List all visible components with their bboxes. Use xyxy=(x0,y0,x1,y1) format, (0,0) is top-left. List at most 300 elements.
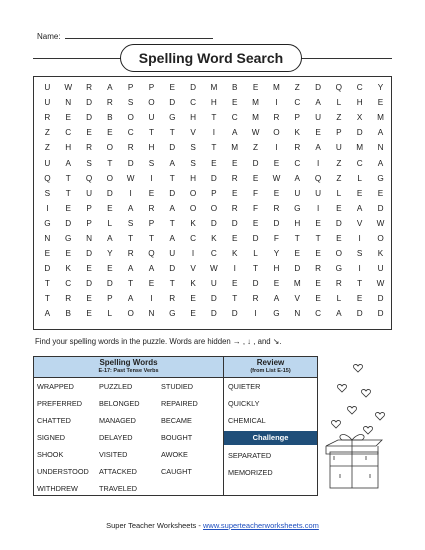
grid-letter: D xyxy=(273,218,280,228)
grid-letter: I xyxy=(358,264,361,274)
grid-letter: C xyxy=(356,83,363,93)
grid-letter: E xyxy=(336,233,342,243)
grid-letter: D xyxy=(252,158,259,168)
grid-letter: A xyxy=(127,294,134,304)
grid-letter: M xyxy=(210,83,218,93)
grid-letter: Z xyxy=(253,143,259,153)
grid-letter: S xyxy=(190,143,196,153)
grid-letter: I xyxy=(212,128,216,138)
grid-letter: C xyxy=(294,158,301,168)
spelling-word: CHATTED xyxy=(37,416,71,425)
grid-letter: D xyxy=(169,143,176,153)
grid-letter: Q xyxy=(44,173,51,183)
heart-icon xyxy=(353,365,362,372)
grid-letter: M xyxy=(273,83,280,93)
grid-letter: Z xyxy=(294,83,300,93)
grid-letter: E xyxy=(315,279,321,289)
spelling-word: PREFERRED xyxy=(37,399,83,408)
grid-letter: L xyxy=(357,173,362,183)
grid-row xyxy=(37,306,391,321)
grid-letter: C xyxy=(356,158,363,168)
spelling-word: REPAIRED xyxy=(161,399,198,408)
grid-letter: V xyxy=(294,294,301,304)
grid-letter: L xyxy=(253,249,258,259)
grid-letter: D xyxy=(377,309,384,319)
grid-letter: R xyxy=(252,294,259,304)
spelling-words-column xyxy=(99,378,161,497)
grid-letter: T xyxy=(169,218,175,228)
grid-letter: N xyxy=(44,233,51,243)
grid-letter: T xyxy=(128,279,134,289)
grid-row xyxy=(37,261,391,276)
grid-letter: I xyxy=(254,309,257,319)
grid-letter: I xyxy=(150,173,153,183)
grid-letter: U xyxy=(86,188,92,198)
grid-letter: P xyxy=(127,83,134,93)
grid-letter: C xyxy=(190,98,196,108)
heart-icon xyxy=(331,421,340,428)
grid-letter: E xyxy=(107,128,113,138)
grid-letter: W xyxy=(210,264,218,274)
grid-letter: I xyxy=(275,98,278,108)
grid-letter: E xyxy=(315,249,321,259)
grid-letter: R xyxy=(65,294,72,304)
grid-letter: S xyxy=(190,158,196,168)
grid-letter: H xyxy=(190,113,196,123)
grid-letter: N xyxy=(86,233,92,243)
spelling-word: UNDERSTOOD xyxy=(37,467,89,476)
spelling-word: BELONGED xyxy=(99,399,140,408)
spelling-word: STUDIED xyxy=(161,382,194,391)
grid-letter: D xyxy=(106,279,113,289)
grid-letter: A xyxy=(377,158,384,168)
spelling-words-header xyxy=(34,357,223,378)
word-item: SEPARATED xyxy=(228,451,272,460)
grid-letter: R xyxy=(335,279,342,289)
grid-letter: D xyxy=(210,218,217,228)
grid-letter: O xyxy=(210,203,218,213)
grid-letter: E xyxy=(252,218,259,228)
grid-letter: U xyxy=(44,83,51,93)
grid-letter: E xyxy=(356,188,363,198)
grid-row xyxy=(37,291,391,306)
heart-icon xyxy=(361,390,370,397)
grid-letter: R xyxy=(231,173,238,183)
grid-letter: D xyxy=(86,279,92,289)
word-item: QUICKLY xyxy=(228,399,260,408)
grid-letter: T xyxy=(128,233,134,243)
grid-row xyxy=(37,80,391,95)
grid-letter: S xyxy=(86,158,92,168)
grid-letter: D xyxy=(356,128,363,138)
grid-letter: T xyxy=(107,158,113,168)
grid-letter: T xyxy=(253,264,259,274)
gift-hearts-illustration xyxy=(322,356,394,496)
grid-letter: L xyxy=(336,188,342,198)
grid-letter: D xyxy=(335,218,342,228)
grid-letter: E xyxy=(273,279,280,289)
grid-letter: R xyxy=(86,83,92,93)
page-title: Spelling Word Search xyxy=(120,44,302,72)
grid-letter: T xyxy=(65,173,71,183)
review-list xyxy=(224,378,317,429)
grid-letter: H xyxy=(356,98,363,108)
grid-letter: R xyxy=(127,143,134,153)
grid-letter: I xyxy=(275,143,278,153)
grid-letter: D xyxy=(210,173,217,183)
grid-letter: U xyxy=(44,158,51,168)
grid-letter: H xyxy=(148,143,155,153)
grid-letter: G xyxy=(44,218,51,228)
grid-letter: E xyxy=(231,158,238,168)
grid-letter: D xyxy=(190,83,196,93)
grid-letter: D xyxy=(231,218,238,228)
grid-letter: A xyxy=(169,233,175,243)
spelling-word: SIGNED xyxy=(37,433,65,442)
grid-letter: T xyxy=(211,113,217,123)
grid-letter: Q xyxy=(148,249,155,259)
grid-letter: E xyxy=(86,264,92,274)
grid-row xyxy=(37,125,391,140)
grid-letter: D xyxy=(44,264,51,274)
grid-letter: E xyxy=(315,128,321,138)
grid-letter: W xyxy=(64,83,73,93)
grid-letter: E xyxy=(377,98,384,108)
grid-letter: D xyxy=(169,98,176,108)
grid-letter: M xyxy=(377,113,384,123)
grid-letter: H xyxy=(294,218,301,228)
grid-letter: R xyxy=(273,113,280,123)
grid-letter: K xyxy=(190,218,196,228)
review-subtitle: (from List E-15) xyxy=(250,368,291,374)
grid-letter: E xyxy=(252,173,259,183)
grid-letter: A xyxy=(107,233,113,243)
grid-letter: A xyxy=(127,264,134,274)
challenge-title: Challenge xyxy=(224,431,317,445)
grid-letter: R xyxy=(315,264,322,274)
grid-letter: T xyxy=(65,188,71,198)
grid-letter: R xyxy=(106,98,113,108)
grid-letter: C xyxy=(231,113,238,123)
spelling-words-subtitle: E-17: Past Tense Verbs xyxy=(98,368,159,374)
grid-letter: E xyxy=(190,309,196,319)
grid-letter: R xyxy=(169,294,176,304)
grid-letter: N xyxy=(148,309,155,319)
grid-letter: E xyxy=(231,98,238,108)
grid-letter: K xyxy=(190,279,196,289)
grid-letter: U xyxy=(315,113,322,123)
grid-letter: Q xyxy=(335,83,343,93)
grid-letter: S xyxy=(356,249,363,259)
name-label: Name: xyxy=(37,32,61,41)
grid-letter: D xyxy=(169,188,176,198)
grid-letter: I xyxy=(150,294,153,304)
grid-letter: A xyxy=(315,98,321,108)
grid-letter: D xyxy=(252,233,259,243)
name-line[interactable] xyxy=(65,30,213,39)
grid-letter: C xyxy=(294,98,301,108)
grid-letter: E xyxy=(44,249,51,259)
grid-letter: D xyxy=(356,309,363,319)
grid-letter: E xyxy=(231,233,238,243)
grid-letter: F xyxy=(253,203,259,213)
grid-letter: T xyxy=(211,143,217,153)
grid-letter: P xyxy=(148,83,155,93)
grid-letter: A xyxy=(65,158,71,168)
grid-letter: O xyxy=(189,188,197,198)
grid-letter: O xyxy=(189,203,197,213)
grid-letter: W xyxy=(251,128,260,138)
spelling-word: VISITED xyxy=(99,450,128,459)
review-box xyxy=(224,356,318,496)
grid-letter: T xyxy=(232,294,238,304)
grid-letter: A xyxy=(273,294,280,304)
grid-letter: T xyxy=(148,233,154,243)
spelling-words-column xyxy=(161,378,223,497)
grid-letter: D xyxy=(210,309,217,319)
grid-letter: O xyxy=(335,249,343,259)
grid-letter: I xyxy=(129,188,132,198)
grid-letter: M xyxy=(356,143,364,153)
grid-letter: I xyxy=(316,203,320,213)
grid-letter: M xyxy=(252,113,259,123)
grid-letter: G xyxy=(377,173,384,183)
grid-letter: E xyxy=(107,264,113,274)
grid-letter: A xyxy=(377,128,384,138)
grid-letter: F xyxy=(273,233,279,243)
heart-icon xyxy=(347,407,356,414)
grid-letter: R xyxy=(86,143,92,153)
grid-letter: K xyxy=(211,233,217,243)
grid-letter: D xyxy=(294,264,301,274)
grid-letter: E xyxy=(65,203,71,213)
grid-letter: S xyxy=(148,158,155,168)
grid-letter: D xyxy=(86,113,92,123)
grid-letter: X xyxy=(356,113,363,123)
grid-letter: T xyxy=(44,279,50,289)
grid-letter: T xyxy=(169,279,175,289)
grid-letter: M xyxy=(252,98,259,108)
spelling-word: WITHDREW xyxy=(37,484,78,493)
grid-letter: D xyxy=(377,294,384,304)
grid-letter: Z xyxy=(336,173,342,183)
grid-letter: O xyxy=(273,128,280,138)
heart-icon xyxy=(375,413,384,420)
grid-letter: D xyxy=(377,203,384,213)
grid-letter: T xyxy=(169,173,175,183)
grid-letter: I xyxy=(191,249,195,259)
grid-letter: S xyxy=(127,98,134,108)
grid-letter: M xyxy=(293,279,301,289)
grid-letter: W xyxy=(126,173,135,183)
grid-letter: U xyxy=(315,188,322,198)
grid-letter: O xyxy=(106,173,114,183)
grid-letter: K xyxy=(294,128,301,138)
grid-letter: E xyxy=(65,113,71,123)
grid-letter: R xyxy=(127,249,134,259)
grid-letter: V xyxy=(190,128,196,138)
grid-letter: P xyxy=(107,294,113,304)
grid-letter: D xyxy=(315,83,322,93)
grid-letter: E xyxy=(148,188,155,198)
grid-letter: Y xyxy=(273,249,280,259)
grid-letter: L xyxy=(336,294,342,304)
grid-letter: C xyxy=(65,128,72,138)
footer-prefix: Super Teacher Worksheets - xyxy=(106,521,203,530)
spelling-word: BECAME xyxy=(161,416,192,425)
grid-letter: N xyxy=(65,98,72,108)
grid-letter: G xyxy=(169,309,176,319)
grid-letter: L xyxy=(107,218,113,228)
grid-letter: E xyxy=(107,203,113,213)
grid-letter: G xyxy=(294,203,301,213)
word-search-grid xyxy=(33,76,392,330)
grid-letter: E xyxy=(315,294,321,304)
spelling-words-title: Spelling Words xyxy=(99,358,158,367)
grid-letter: E xyxy=(211,158,217,168)
name-row xyxy=(37,30,213,41)
grid-letter: N xyxy=(294,309,301,319)
grid-letter: P xyxy=(148,218,155,228)
grid-row xyxy=(37,276,391,291)
grid-letter: S xyxy=(127,218,134,228)
heart-icon xyxy=(337,385,346,392)
grid-letter: R xyxy=(148,203,155,213)
spelling-word: PUZZLED xyxy=(99,382,133,391)
grid-letter: Q xyxy=(314,173,322,183)
spelling-word: WRAPPED xyxy=(37,382,74,391)
grid-letter: A xyxy=(148,264,155,274)
grid-letter: P xyxy=(294,113,301,123)
grid-table xyxy=(37,80,391,322)
grid-letter: E xyxy=(231,188,238,198)
grid-letter: D xyxy=(86,98,92,108)
grid-letter: K xyxy=(231,249,238,259)
grid-letter: E xyxy=(190,294,196,304)
grid-letter: C xyxy=(315,309,322,319)
grid-letter: G xyxy=(273,309,280,319)
spelling-word: AWOKE xyxy=(161,450,188,459)
grid-letter: A xyxy=(356,203,363,213)
grid-letter: E xyxy=(377,188,384,198)
grid-letter: U xyxy=(210,279,217,289)
grid-letter: G xyxy=(65,233,72,243)
grid-letter: W xyxy=(376,218,385,228)
spelling-words-column xyxy=(37,378,99,497)
grid-letter: C xyxy=(65,279,72,289)
grid-letter: E xyxy=(336,203,342,213)
spelling-word: BOUGHT xyxy=(161,433,193,442)
grid-letter: A xyxy=(231,128,238,138)
spelling-word: DELAYED xyxy=(99,433,133,442)
grid-letter: T xyxy=(294,233,300,243)
grid-letter: W xyxy=(376,279,385,289)
grid-letter: E xyxy=(273,158,280,168)
grid-letter: G xyxy=(335,264,343,274)
spelling-word: SHOOK xyxy=(37,450,64,459)
grid-letter: E xyxy=(315,218,321,228)
grid-letter: O xyxy=(127,113,134,123)
word-item: QUIETER xyxy=(228,382,261,391)
grid-letter: H xyxy=(190,173,196,183)
grid-letter: D xyxy=(231,309,238,319)
grid-letter: E xyxy=(356,294,363,304)
grid-letter: A xyxy=(44,309,51,319)
grid-letter: T xyxy=(44,294,50,304)
grid-letter: W xyxy=(272,173,281,183)
word-item: CHEMICAL xyxy=(228,416,266,425)
grid-letter: U xyxy=(44,98,51,108)
footer-link[interactable]: www.superteacherworksheets.com xyxy=(202,521,319,530)
grid-row xyxy=(37,171,391,186)
spelling-word: CAUGHT xyxy=(161,467,192,476)
grid-letter: K xyxy=(377,249,384,259)
grid-letter: B xyxy=(231,83,238,93)
grid-letter: L xyxy=(107,309,113,319)
grid-letter: R xyxy=(44,113,51,123)
grid-row xyxy=(37,110,391,125)
grid-letter: A xyxy=(107,83,113,93)
grid-letter: U xyxy=(377,264,384,274)
grid-letter: E xyxy=(294,249,301,259)
grid-letter: Z xyxy=(336,158,342,168)
grid-letter: E xyxy=(86,128,92,138)
grid-letter: Q xyxy=(85,173,93,183)
grid-letter: U xyxy=(335,143,342,153)
grid-letter: O xyxy=(127,309,134,319)
grid-letter: Y xyxy=(107,249,113,259)
grid-letter: M xyxy=(231,143,239,153)
grid-letter: A xyxy=(127,203,134,213)
grid-letter: B xyxy=(107,113,113,123)
grid-letter: P xyxy=(336,128,342,138)
grid-letter: U xyxy=(294,188,301,198)
grid-row xyxy=(37,155,391,170)
grid-letter: O xyxy=(106,143,114,153)
grid-letter: K xyxy=(65,264,71,274)
grid-letter: D xyxy=(169,264,176,274)
spelling-word: ATTACKED xyxy=(99,467,137,476)
grid-letter: I xyxy=(46,203,49,213)
grid-letter: S xyxy=(44,188,51,198)
grid-letter: E xyxy=(169,83,175,93)
grid-letter: I xyxy=(358,233,361,243)
grid-letter: B xyxy=(65,309,71,319)
grid-letter: C xyxy=(190,233,196,243)
grid-letter: A xyxy=(315,143,321,153)
grid-letter: E xyxy=(148,279,155,289)
grid-letter: A xyxy=(294,173,301,183)
grid-row xyxy=(37,186,391,201)
instructions: Find your spelling words in the puzzle. Words are hidden → , ↓ , and ↘. xyxy=(35,337,282,346)
grid-letter: C xyxy=(210,249,217,259)
grid-letter: A xyxy=(336,309,342,319)
grid-letter: D xyxy=(127,158,134,168)
review-title: Review xyxy=(256,358,285,367)
grid-letter: O xyxy=(148,98,155,108)
challenge-list xyxy=(224,447,317,481)
grid-letter: T xyxy=(357,279,363,289)
grid-row xyxy=(37,140,391,155)
grid-letter: F xyxy=(253,188,259,198)
grid-letter: A xyxy=(169,158,175,168)
review-header xyxy=(224,357,317,378)
spelling-words-box xyxy=(33,356,224,496)
grid-letter: D xyxy=(210,294,217,304)
grid-letter: D xyxy=(86,249,92,259)
grid-letter: P xyxy=(86,218,92,228)
grid-letter: R xyxy=(231,203,238,213)
